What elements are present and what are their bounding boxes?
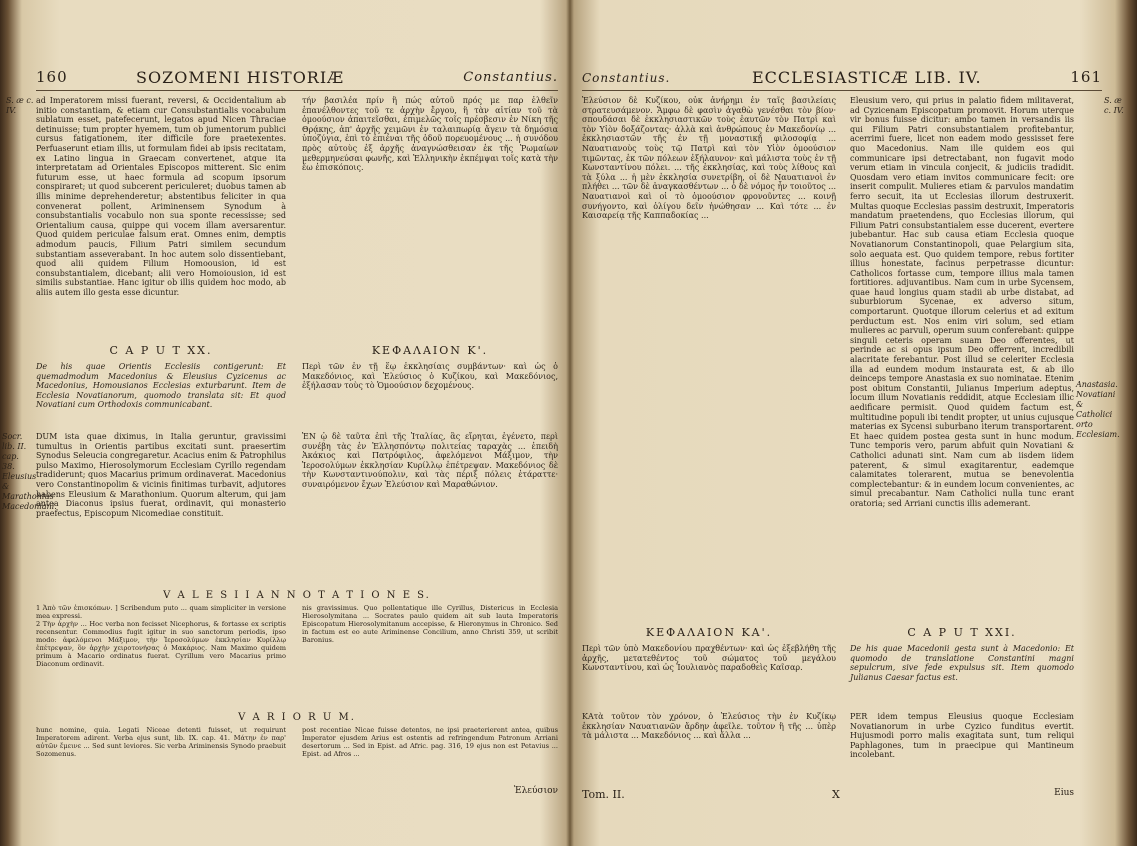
right-running-head <box>582 68 1102 90</box>
left-margin-notes: Socr. lib. II. cap. 38. Eleusius & Marathonius Macedoniani. <box>2 432 57 511</box>
left-page <box>2 0 558 846</box>
left-chapter-latin-summary: De his quae Orientis Ecclesiis contigerunt: Et quemadmodum Macedonius & Eleusius Cyzicenus ac Macedonius, Homousianos Ecclesias exturbarunt. Item de Ecclesia Novatianorum, quomodo translata sit: Et quod Novatiani cum Orthodoxis communicabant. <box>36 362 286 410</box>
left-latin-column-2: DUM ista quae diximus, in Italia geruntur, gravissimi tumultus in Orientis partibus excitati sunt. praesertim Synodus Seleucia congregaretur. Acacius enim & Patrophilus pulso Maximo, Hierosolymorum Ecclesiam Cyrillo regendam tradiderunt; quos Macarius primum ordinaverat. Macedonius vero Constantinopolim & vicinis finitimas turbavit, adjutores habens Eleusium & Marathonium. Quorum alterum, qui jam antea Diaconus ipsius fuerat, ordinavit, qui monasterio praefectus, Episcopum Nicomediae constituit. <box>36 432 286 518</box>
left-head-rule <box>36 90 558 91</box>
right-running-subject: Constantius. <box>582 71 671 85</box>
right-latin-text-2: adjuvantibus. Nam cum in urbe Sycensem, quae haud longius quam stadii ab urbe distabat, ad suburbiorum Sycenae, ex adverso situm, comportarunt. Quotque illorum celerius et ad exitum perductum est. Nos enim viri solum, sed etiam mulieres ac parvuli, operum suum conferebant: quippe singuli ceteris operam suam Deo offerentes, ut perinde ac si opus ipsum Deo offerrent, incredibili alacritate ferebantur. Post illud se celeriter Ecclesia illa ad eundem modum instaurata est, & ab illo deinceps tempore Anastasia ex suo nominatae. Etenim post obitum Constantii, Julianus Imperium adeptus, locum illum Novatianis reddidit, atque Ecclesiam illic aedificare permisit. Quod quidem factum est, multitudine populi ibi tendit propter, ut unius cujusque materias ex Sycensi suburbano iterum transportarent. Et haec quidem postea gesta sunt in hunc modum. Tunc temporis vero, parum abfuit quin Novatiani & Catholici adunati sint. Nam cum ab iisdem iidem paterent, & simul exagitarentur, eademque calamitates tolerarent, mutua se benevolentia complectebantur: & in eundem locum convenientes, ac simul precabantur. Nam Catholici nulla tunc erant oratoria; sed Arriani cunctis illis ademerant. <box>850 278 1074 508</box>
left-running-head <box>36 68 558 90</box>
left-catchword: Ἐλεύσιον <box>513 786 558 796</box>
left-variorum-col-2: post recentiae Nicae fuisse detentos, ne ipsi praeterierent antea, quibus Imperator ejusdem Arius est ostentis ad refringendum Patronum Arriani desertorum ... Sed in Epist. ad Afric. pag. 316, 19 ejus non est Petavius ... Epist. ad Afros ... <box>302 726 558 758</box>
left-greek-column-1: τήν βασιλέα πρίν ἢ πώς αὐτοῦ πρός με παρ ἐλθεῖν ἐπανέλθοντες τοῦ τε ἀρχὴν ἔργου, ἢ τὰν αἰτίαν τοῦ τὰ ὁμοούσιον ἀπαιτεῖσθαι, ἐπιμελῶς τοῖς πρέσβεσιν ἐν Νίκη τῆς Θρᾴκης, ἀπ' ἀρχῆς χειμῶνι ἐν ταλαιπωρίᾳ ἄγειν τὰ δημόσια ὑποζύγια, ἐπὶ τὸ ἐπιέναι τῆς ὁδοῦ πορευομένους ... ἡ συνόδου πρὸς αὐτοὺς ἐξ ἀρχῆς ἀναγνώσθεισαν ἐκ τῆς Ῥωμαίων μεθερμηνεύσαι φωνῆς, καὶ Ἑλληνικὴν ἐκπέμψαι τοῖς κατὰ τὴν ἕω ἐπισκόποις. <box>302 96 558 173</box>
right-latin-column-3: PER idem tempus Eleusius quoque Ecclesiam Novatianorum in urbe Cyzico funditus evertit. Hujusmodi porro malis exagitata sunt, tum reliqui Paphlagones, tum in praecipue qui Mantineum incolebant. <box>850 712 1074 760</box>
right-greek-text-1: Ἐλεύσιον δὲ Κυζίκου, οὐκ ἀνήρημι ἐν ταῖς βασιλείαις στρατευσάμενον. Ἄμφω δὲ φασὶν ἀγαθὼ γενέσθαι τὸν βίον· σπουδάσαι δὲ ἐκκλησιαστικῶν τοὺς ἑαυτῶν τὸν Πατρὶ καὶ τὸν Υἱὸν δοξάζοντας· ἀλλὰ καὶ ἀνθρώπους ἐν Μακεδονίῳ ... ἐκκλησιαστῶν τῆς ἐν τῇ μοναστικῇ φιλοσοφίᾳ ... Ναυατιανοὺς τοὺς τῷ Πατρὶ καὶ τὸν Υἱὸν ὁμοούσιον τιμῶντας, ἐκ τῶν πόλεων ἐξήλαυνον· καὶ μάλιστα τοὺς ἐν τῇ Κωνσταντίνου πόλει. <box>582 96 836 173</box>
left-running-subject: Constantius. <box>463 70 558 85</box>
right-page-number: 161 <box>1070 68 1102 86</box>
left-annotations-title: V A L E S I I A N N O T A T I O N E S. <box>163 590 431 601</box>
right-chapter-greek-summary: Περὶ τῶν ὑπὸ Μακεδονίου πραχθέντων· καὶ ὡς ἐξεβλήθη τῆς ἀρχῆς, μετατεθέντος τοῦ σώματος τοῦ μεγάλου Κωνσταντίνου, καὶ ὡς Ἰουλιανὸς παραδοθεὶς Καῖσαρ. <box>582 644 836 673</box>
right-caput-heading: C A P U T XXI. <box>907 626 1017 639</box>
left-page-number: 160 <box>36 68 68 86</box>
right-margin-year: S. æ c. IV. <box>1104 96 1124 115</box>
left-annotations-col-1: 1 Ἀπὸ τῶν ἐπισκόπων. ] Scribendum puto ... quam simpliciter in versione mea expressi. 2 Τὴν ἀρχὴν ... Hoc verba non fecisset Nicephorus, & fortasse ex scriptis recensentur. Commodius fugit igitur in suo sanctorum periodis, ipso modo: ἀφελόμενοι Μάξιμον, τὴν Ἱεροσολύμων ἐκκλησίαν Κυρίλλῳ ἐπέτρεψαν, ὃν ἀρχὴν χειροτονήσας ὁ Μακάριος. Nam Maximo quidem primum à Macario ordinatus fuerat. Cyrillum vero Macarius primo Diaconum ordinavit. <box>36 604 286 668</box>
right-signature-mark: X <box>832 788 840 801</box>
left-annotations-col-2: nis gravissimus. Quo pollentatique ille Cyrillus, Distericus in Ecclesia Hierosolymitana ... Socrates paulo quidem ait sub lauta Imperatoris Episcopatum Hierosolymitanum accepisse, & Hieronymus in Chronico. Sed in factum est eo aute Ariminense Concilium, anno Christi 359, ut scribit Baronius. <box>302 604 558 644</box>
right-greek-column-1 <box>582 96 836 616</box>
right-kephalaion-heading: ΚΕΦΑΛΑΙΟΝ ΚΑ'. <box>645 626 773 639</box>
right-greek-text-2: ... τῆς ἐκκλησίας, καὶ τοὺς λίθους καὶ τὰ ξύλα ... ἡ μὲν ἐκκλησία συνετρίβη, οἱ δὲ Ναυατιανοὶ ἐν πλήθει ... τῶν δὲ ἀναγκασθέντων ... ὁ δὲ νόμος ἦν τοιοῦτος ... Ναυατιανοὶ καὶ οἱ τὸ ὁμοούσιον φρονοῦντες ... κοινῇ συνήγοντο, καὶ ὀλίγου δεῖν ἡνώθησαν ... Καὶ τότε ... ἐν Καισαρείᾳ τῆς Καππαδοκίας ... <box>582 163 836 221</box>
right-title: ECCLESIASTICÆ LIB. IV. <box>752 68 982 87</box>
right-greek-column-3: ΚΑτὰ τοῦτον τὸν χρόνον, ὁ Ἐλεύσιος τὴν ἐν Κυζίκῳ ἐκκλησίαν Ναυατιανῶν ἄρδην ἀφεῖλε. τοῦτον ἢ τῆς ... ὑπὲρ τὰ μάλιστα ... Μακεδόνιος ... καὶ ἄλλα ... <box>582 712 836 741</box>
right-page <box>582 0 1124 846</box>
right-latin-column-1 <box>850 96 1074 616</box>
left-greek-column-2: ἘΝ ᾧ δὲ ταῦτα ἐπὶ τῆς Ἰταλίας, ἃς εἴρηται, ἐγένετο, περὶ συνέβη τὰς ἐν Ἑλλησπόντῳ πολιτείας ταραχὰς ... ἐπειδὴ Ἀκάκιος καὶ Πατρόφιλος, ἀφελόμενοι Μάξιμον, τὴν Ἱεροσολύμων ἐκκλησίαν Κυρίλλῳ ἐπέτρεψαν. Μακεδόνιος δὲ τὴν Κωνσταντινούπολιν, καὶ τὰς πέριξ πόλεις ἐτάραττε· συναιρόμενον ἔχων Ἐλεύσιον καὶ Μαραθώνιον. <box>302 432 558 489</box>
right-head-rule <box>582 90 1102 91</box>
left-variorum-title: V A R I O R U M. <box>238 712 356 723</box>
left-kephalaion-heading: ΚΕΦΑΛΑΙΟΝ Κ'. <box>371 344 489 357</box>
left-latin-column-1: ad Imperatorem missi fuerant, reversi, & Occidentalium ab initio constantiam, & etiam cur Consubstantialis vocabulum sublatum esset, patefecerunt, legatos apud Nicen Thraciae detinuisse; tum propter hyemem, tum ob jumentorum publici cursus fatigationem, iter difficile fore praetexentes. Perfuaserunt etiam illis, ut formulam fidei ab ipsis recitatam, ex Latino lingua in Graecam convertenet, atque ita interpretatam ad Orientales Episcopos mitterent. Sic enim futurum esse, ut haec formula ad scopum ipsorum conspiraret; ut quod subcerent periculeret; duobus tamen ab illis minime deprehenderetur; abstentibus feliciter in qua convenerat pollent, Ariminensem Synodum à consubstantialis vocabulo non sua sponte recessisse; sed Orientalium causa, quippe qui vocem illam aversarentur. Quod quidem periculae falsum erat. Omnes enim, demptis admodum paucis, Filium Patri similem secundum substantiam asseverabant. In hoc autem solo dissentiebant, quod alii quidem Filium Homoousion, id est consubstantialem, dicebant; alii vero Homoiousion, id est similis substantiae. Hanc igitur ob illis quidem hoc modo, ab aliis autem illo gesta esse dicuntur. <box>36 96 286 297</box>
right-catchword: Eius <box>1054 788 1074 798</box>
right-chapter-latin-summary: De his quae Macedonii gesta sunt à Macedonio: Et quomodo de translatione Constantini magni sepulcrum, sive fede expulsus sit. Item quomodo Julianus Caesar factus est. <box>850 644 1074 682</box>
left-title: SOZOMENI HISTORIÆ <box>136 68 345 87</box>
right-latin-text-1: Eleusium vero, qui prius in palatio fidem militaverat, ad Cyzicenam Episcopatum promovit. Horum uterque vir bonus fuisse dicitur: ambo tamen in versandis iis qui Filium Patri consubstantialem profitebantur, acerrimi fuere, licet non eadem modo gessisset fere quo Macedonius. Nam ille quidem eos qui communicare ipsi detrectabant, non fugavit modo verum etiam in vincula conjecit, & judiciis tradidit. Quosdam vero etiam invitos communicare fecit: ore inserit compulit. Mulieres etiam & parvulos mandatim ferro secuit, ita ut Ecclesias illorum destruxerit. Multas quoque Ecclesias passim destruxit, Imperatoris mandatum praetendens, quo Ecclesias illorum, qui Filium Patri consubstantialem esse ducerent, evertere jubebantur. Hac sub causa etiam Ecclesia quoque Novatianorum Constantinopoli, quae Pelargium sita, solo aequata est. Quo quidem tempore, rebus fortiter illius honestate, facinus perpetrasse dicuntur: Catholicos fortasse cum, tempore illius mala tamen fortitiores. <box>850 96 1074 288</box>
right-signature: Tom. II. <box>582 788 625 801</box>
left-caput-heading: C A P U T XX. <box>109 344 213 357</box>
left-variorum-col-1: hunc nomine, quia. Legati Niceae detenti fuisset, ut requirunt Imperatorem adirent. Verba ejus sunt, lib. IX. cap. 41. Μάτην ἐν παρ' αὐτῶν ἔμεινε ... Sed sunt leviores. Sic verba Ariminensis Synodo praebuit Sozomenus. <box>36 726 286 758</box>
left-margin-year: S. æ c. IV. <box>6 96 34 115</box>
right-margin-notes: Anastasia. Novatiani & Catholici orto Ecclesiam. <box>1076 380 1120 439</box>
left-chapter-greek-summary: Περὶ τῶν ἐν τῇ ἕῳ ἐκκλησίαις συμβάντων· καὶ ὡς ὁ Μακεδόνιος, καὶ Ἐλεύσιος ὁ Κυζίκου, καὶ Μακεδόνιος, ἐξήλασαν τοὺς τὸ Ὁμοούσιον δεχομένους. <box>302 362 558 391</box>
